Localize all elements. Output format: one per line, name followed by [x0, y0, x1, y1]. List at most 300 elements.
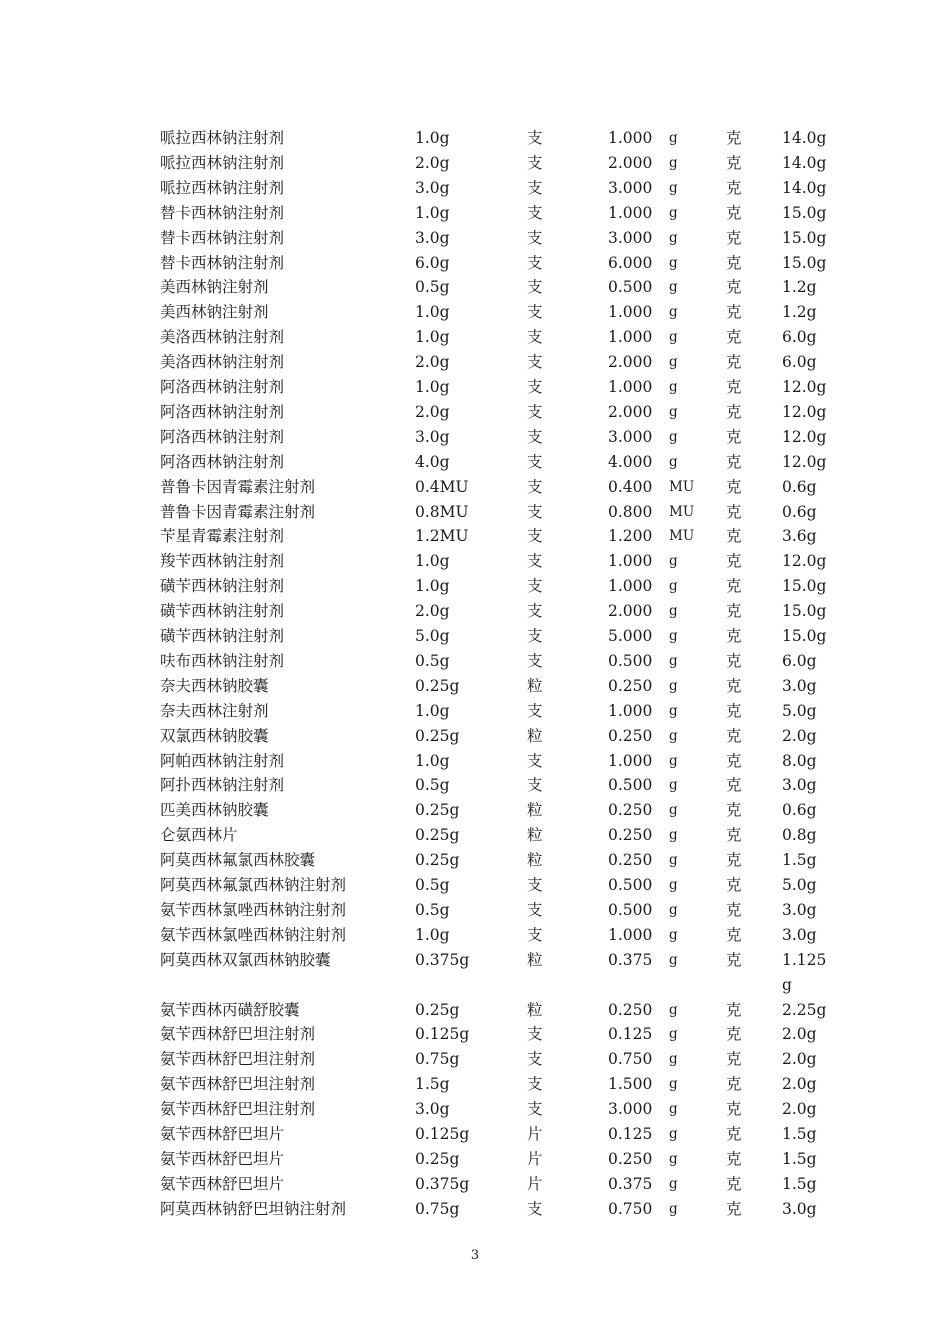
package-unit: 支	[527, 153, 543, 172]
table-row	[0, 524, 950, 549]
drug-name: 阿莫西林氟氯西林钠注射剂	[160, 876, 347, 894]
quantity: 0.750	[608, 1199, 653, 1218]
package-unit: 粒	[527, 1000, 543, 1019]
ddd-value: 1.125g	[782, 950, 827, 994]
drug-spec: 1.5g	[415, 1075, 450, 1094]
ddd-value: 14.0g	[782, 178, 827, 197]
table-row	[0, 948, 950, 994]
drug-name: 阿莫西林钠舒巴坦钠注射剂	[160, 1199, 347, 1218]
quantity: 0.250	[608, 851, 653, 870]
table-row	[0, 300, 950, 325]
page-number: 3	[470, 1248, 480, 1263]
table-row	[0, 674, 950, 699]
ddd-value: 15.0g	[782, 253, 827, 272]
package-unit: 支	[527, 129, 543, 147]
unit-chinese: 克	[726, 353, 742, 372]
drug-name: 氨苄西林舒巴坦片	[160, 1125, 285, 1143]
unit: g	[669, 379, 678, 395]
unit-chinese: 克	[726, 751, 742, 770]
package-unit: 支	[527, 527, 543, 546]
quantity: 1.000	[608, 925, 653, 944]
quantity: 4.000	[608, 452, 653, 471]
drug-spec: 2.0g	[415, 602, 450, 621]
package-unit: 支	[527, 751, 543, 770]
drug-spec: 6.0g	[415, 253, 450, 272]
ddd-value: 3.0g	[782, 776, 817, 795]
table-row	[0, 549, 950, 574]
package-unit: 片	[527, 1149, 543, 1168]
drug-spec: 0.375g	[415, 950, 470, 969]
ddd-value: 0.6g	[782, 801, 817, 820]
package-unit: 支	[527, 1075, 543, 1094]
quantity: 3.000	[608, 427, 653, 446]
ddd-value: 12.0g	[782, 452, 827, 471]
ddd-value: 1.2g	[782, 278, 817, 297]
quantity: 3.000	[608, 1100, 653, 1119]
package-unit: 片	[527, 1125, 543, 1143]
unit-chinese: 克	[726, 925, 742, 944]
package-unit: 支	[527, 378, 543, 396]
ddd-value: 0.8g	[782, 826, 817, 845]
unit: g	[669, 852, 678, 869]
drug-spec: 0.25g	[415, 801, 460, 820]
quantity: 2.000	[608, 402, 653, 421]
quantity: 0.500	[608, 876, 653, 894]
quantity: 0.500	[608, 776, 653, 795]
table-row	[0, 350, 950, 375]
unit-chinese: 克	[726, 1075, 742, 1094]
table-row	[0, 325, 950, 350]
unit: g	[669, 702, 678, 719]
table-row	[0, 275, 950, 300]
package-unit: 支	[527, 203, 543, 222]
quantity: 2.000	[608, 353, 653, 372]
drug-spec: 0.25g	[415, 1000, 460, 1019]
package-unit: 支	[527, 602, 543, 621]
unit-chinese: 克	[726, 1050, 742, 1069]
unit-chinese: 克	[726, 328, 742, 347]
drug-name: 阿洛西林钠注射剂	[160, 452, 285, 471]
package-unit: 支	[527, 776, 543, 795]
package-unit: 粒	[527, 950, 543, 969]
drug-name: 匹美西林钠胶囊	[160, 801, 269, 820]
table-row	[0, 574, 950, 599]
unit-chinese: 克	[726, 178, 742, 197]
ddd-value: 15.0g	[782, 627, 827, 645]
unit: g	[669, 877, 678, 893]
unit-chinese: 克	[726, 851, 742, 870]
ddd-value: 1.5g	[782, 1174, 817, 1193]
drug-name: 美洛西林钠注射剂	[160, 328, 285, 347]
drug-name: 美西林钠注射剂	[160, 303, 269, 322]
unit: g	[669, 951, 678, 968]
package-unit: 支	[527, 577, 543, 596]
quantity: 0.125	[608, 1025, 653, 1044]
unit-chinese: 克	[726, 129, 742, 147]
ddd-value: 3.0g	[782, 676, 817, 695]
drug-name: 仑氨西林片	[160, 826, 238, 845]
drug-name: 哌拉西林钠注射剂	[160, 129, 285, 147]
drug-name: 氨苄西林舒巴坦片	[160, 1174, 285, 1193]
unit-chinese: 克	[726, 1100, 742, 1119]
drug-spec: 0.375g	[415, 1174, 470, 1193]
drug-spec: 3.0g	[415, 427, 450, 446]
table-row	[0, 1172, 950, 1197]
unit: g	[669, 354, 678, 371]
drug-name: 氨苄西林舒巴坦注射剂	[160, 1075, 316, 1094]
unit: MU	[669, 503, 695, 520]
unit-chinese: 克	[726, 627, 742, 645]
ddd-value: 2.0g	[782, 1050, 817, 1069]
unit: g	[669, 154, 678, 171]
drug-spec: 1.0g	[415, 577, 450, 596]
unit: g	[669, 329, 678, 346]
drug-spec: 1.0g	[415, 701, 450, 720]
unit: g	[669, 827, 678, 844]
unit: g	[669, 254, 678, 271]
package-unit: 支	[527, 876, 543, 894]
drug-spec: 0.75g	[415, 1199, 460, 1218]
table-row	[0, 773, 950, 798]
ddd-value: 6.0g	[782, 353, 817, 372]
quantity: 0.800	[608, 502, 653, 521]
unit-chinese: 克	[726, 502, 742, 521]
ddd-value: 5.0g	[782, 701, 817, 720]
drug-spec: 1.2MU	[415, 527, 469, 546]
package-unit: 支	[527, 328, 543, 347]
unit-chinese: 克	[726, 527, 742, 546]
unit: MU	[669, 478, 695, 495]
table-row	[0, 724, 950, 749]
ddd-value: 2.0g	[782, 726, 817, 745]
drug-spec: 1.0g	[415, 925, 450, 944]
unit: g	[669, 1001, 678, 1018]
unit-chinese: 克	[726, 278, 742, 297]
quantity: 1.000	[608, 552, 653, 571]
quantity: 0.250	[608, 1000, 653, 1019]
table-row	[0, 1022, 950, 1047]
quantity: 0.500	[608, 900, 653, 919]
unit-chinese: 克	[726, 303, 742, 322]
package-unit: 粒	[527, 726, 543, 745]
table-row	[0, 749, 950, 774]
drug-name: 普鲁卡因青霉素注射剂	[160, 477, 316, 496]
ddd-value: 5.0g	[782, 876, 817, 894]
ddd-value: 1.5g	[782, 1125, 817, 1143]
quantity: 0.375	[608, 950, 653, 969]
unit-chinese: 克	[726, 876, 742, 894]
drug-name: 氨苄西林舒巴坦注射剂	[160, 1100, 316, 1119]
drug-spec: 0.5g	[415, 876, 450, 894]
unit: g	[669, 603, 678, 620]
ddd-value: 15.0g	[782, 577, 827, 596]
unit: g	[669, 802, 678, 819]
drug-spec: 0.125g	[415, 1025, 470, 1044]
package-unit: 支	[527, 1050, 543, 1069]
package-unit: 支	[527, 228, 543, 247]
ddd-value: 3.0g	[782, 925, 817, 944]
drug-name: 替卡西林钠注射剂	[160, 228, 285, 247]
table-row	[0, 151, 950, 176]
table-row	[0, 475, 950, 500]
package-unit: 片	[527, 1174, 543, 1193]
ddd-value: 15.0g	[782, 602, 827, 621]
ddd-value: 2.0g	[782, 1025, 817, 1044]
unit: g	[669, 628, 678, 644]
unit: MU	[669, 528, 695, 545]
quantity: 1.000	[608, 129, 653, 147]
unit-chinese: 克	[726, 826, 742, 845]
table-row	[0, 1047, 950, 1072]
unit-chinese: 克	[726, 900, 742, 919]
drug-name: 磺苄西林钠注射剂	[160, 627, 285, 645]
drug-spec: 5.0g	[415, 627, 450, 645]
package-unit: 支	[527, 1100, 543, 1119]
ddd-value: 2.0g	[782, 1100, 817, 1119]
drug-name: 替卡西林钠注射剂	[160, 203, 285, 222]
unit-chinese: 克	[726, 1149, 742, 1168]
drug-name: 哌拉西林钠注射剂	[160, 178, 285, 197]
ddd-value: 6.0g	[782, 651, 817, 670]
drug-spec: 4.0g	[415, 452, 450, 471]
quantity: 0.750	[608, 1050, 653, 1069]
ddd-value: 12.0g	[782, 552, 827, 571]
drug-spec: 1.0g	[415, 328, 450, 347]
ddd-value: 12.0g	[782, 402, 827, 421]
table-row	[0, 1072, 950, 1097]
package-unit: 粒	[527, 826, 543, 845]
unit: g	[669, 1026, 678, 1043]
ddd-value: 14.0g	[782, 129, 827, 147]
unit: g	[669, 901, 678, 918]
ddd-value: 8.0g	[782, 751, 817, 770]
quantity: 0.375	[608, 1174, 653, 1193]
table-row	[0, 1097, 950, 1122]
drug-name: 氨苄西林氯唑西林钠注射剂	[160, 925, 347, 944]
unit-chinese: 克	[726, 1199, 742, 1218]
table-row	[0, 923, 950, 948]
drug-spec: 0.25g	[415, 726, 460, 745]
drug-name: 阿洛西林钠注射剂	[160, 427, 285, 446]
table-row	[0, 699, 950, 724]
drug-spec: 0.8MU	[415, 502, 469, 521]
package-unit: 粒	[527, 676, 543, 695]
quantity: 0.250	[608, 1149, 653, 1168]
unit: g	[669, 130, 678, 146]
drug-spec: 1.0g	[415, 552, 450, 571]
drug-name: 阿莫西林双氯西林钠胶囊	[160, 950, 331, 969]
table-row	[0, 425, 950, 450]
drug-name: 呋布西林钠注射剂	[160, 651, 285, 670]
package-unit: 支	[527, 900, 543, 919]
table-row	[0, 375, 950, 400]
drug-name: 氨苄西林丙磺舒胶囊	[160, 1000, 300, 1019]
package-unit: 支	[527, 452, 543, 471]
unit: g	[669, 677, 678, 694]
ddd-value: 15.0g	[782, 203, 827, 222]
table-row	[0, 998, 950, 1023]
quantity: 0.400	[608, 477, 653, 496]
drug-spec: 0.25g	[415, 1149, 460, 1168]
quantity: 0.250	[608, 801, 653, 820]
unit-chinese: 克	[726, 651, 742, 670]
package-unit: 支	[527, 178, 543, 197]
table-row	[0, 624, 950, 649]
ddd-value: 0.6g	[782, 502, 817, 521]
unit: g	[669, 1175, 678, 1192]
drug-spec: 1.0g	[415, 751, 450, 770]
drug-name: 奈夫西林钠胶囊	[160, 676, 269, 695]
quantity: 2.000	[608, 602, 653, 621]
quantity: 5.000	[608, 627, 653, 645]
unit-chinese: 克	[726, 1125, 742, 1143]
drug-spec: 1.0g	[415, 129, 450, 147]
unit: g	[669, 304, 678, 321]
drug-name: 美西林钠注射剂	[160, 278, 269, 297]
unit: g	[669, 777, 678, 794]
unit: g	[669, 578, 678, 595]
unit: g	[669, 752, 678, 769]
quantity: 1.000	[608, 701, 653, 720]
drug-name: 阿洛西林钠注射剂	[160, 378, 285, 396]
unit: g	[669, 279, 678, 296]
table-row	[0, 1197, 950, 1222]
unit-chinese: 克	[726, 776, 742, 795]
package-unit: 支	[527, 701, 543, 720]
unit-chinese: 克	[726, 1025, 742, 1044]
drug-spec: 3.0g	[415, 178, 450, 197]
package-unit: 支	[527, 1025, 543, 1044]
drug-spec: 0.5g	[415, 776, 450, 795]
ddd-value: 3.6g	[782, 527, 817, 546]
table-row	[0, 226, 950, 251]
table-row	[0, 126, 950, 151]
quantity: 0.125	[608, 1125, 653, 1143]
unit: g	[669, 727, 678, 744]
drug-name: 哌拉西林钠注射剂	[160, 153, 285, 172]
drug-spec: 1.0g	[415, 203, 450, 222]
drug-spec: 3.0g	[415, 228, 450, 247]
package-unit: 支	[527, 502, 543, 521]
ddd-value: 0.6g	[782, 477, 817, 496]
drug-name: 羧苄西林钠注射剂	[160, 552, 285, 571]
unit: g	[669, 553, 678, 570]
drug-spec: 2.0g	[415, 353, 450, 372]
drug-name: 美洛西林钠注射剂	[160, 353, 285, 372]
unit-chinese: 克	[726, 1000, 742, 1019]
unit: g	[669, 428, 678, 445]
quantity: 1.000	[608, 303, 653, 322]
drug-name: 苄星青霉素注射剂	[160, 527, 285, 546]
unit-chinese: 克	[726, 577, 742, 596]
table-row	[0, 1147, 950, 1172]
drug-name: 阿莫西林氟氯西林胶囊	[160, 851, 316, 870]
quantity: 0.500	[608, 278, 653, 297]
unit-chinese: 克	[726, 477, 742, 496]
drug-name: 磺苄西林钠注射剂	[160, 577, 285, 596]
drug-name: 阿洛西林钠注射剂	[160, 402, 285, 421]
package-unit: 支	[527, 253, 543, 272]
quantity: 0.250	[608, 676, 653, 695]
quantity: 3.000	[608, 228, 653, 247]
unit: g	[669, 1076, 678, 1093]
drug-name: 阿扑西林钠注射剂	[160, 776, 285, 795]
unit: g	[669, 403, 678, 420]
unit-chinese: 克	[726, 701, 742, 720]
drug-spec: 0.4MU	[415, 477, 469, 496]
unit-chinese: 克	[726, 427, 742, 446]
ddd-value: 1.5g	[782, 851, 817, 870]
ddd-value: 2.25g	[782, 1000, 827, 1019]
table-row	[0, 201, 950, 226]
drug-spec: 0.5g	[415, 651, 450, 670]
quantity: 3.000	[608, 178, 653, 197]
ddd-value: 12.0g	[782, 378, 827, 396]
unit-chinese: 克	[726, 203, 742, 222]
quantity: 1.200	[608, 527, 653, 546]
table-row	[0, 251, 950, 276]
unit-chinese: 克	[726, 676, 742, 695]
drug-spec: 0.5g	[415, 900, 450, 919]
drug-spec: 0.5g	[415, 278, 450, 297]
quantity: 1.000	[608, 751, 653, 770]
table-row	[0, 400, 950, 425]
ddd-value: 1.5g	[782, 1149, 817, 1168]
table-row	[0, 1122, 950, 1147]
unit: g	[669, 926, 678, 943]
package-unit: 支	[527, 402, 543, 421]
package-unit: 支	[527, 925, 543, 944]
table-row	[0, 450, 950, 475]
quantity: 1.000	[608, 577, 653, 596]
unit-chinese: 克	[726, 552, 742, 571]
package-unit: 支	[527, 1199, 543, 1218]
drug-name: 氨苄西林舒巴坦片	[160, 1149, 285, 1168]
drug-name: 替卡西林钠注射剂	[160, 253, 285, 272]
drug-spec: 2.0g	[415, 153, 450, 172]
unit-chinese: 克	[726, 253, 742, 272]
package-unit: 支	[527, 427, 543, 446]
package-unit: 粒	[527, 851, 543, 870]
package-unit: 支	[527, 552, 543, 571]
package-unit: 支	[527, 651, 543, 670]
unit: g	[669, 1150, 678, 1167]
drug-name: 氨苄西林氯唑西林钠注射剂	[160, 900, 347, 919]
table-row	[0, 500, 950, 525]
ddd-value: 14.0g	[782, 153, 827, 172]
table-row	[0, 599, 950, 624]
table-row	[0, 798, 950, 823]
quantity: 0.500	[608, 651, 653, 670]
package-unit: 支	[527, 303, 543, 322]
drug-name: 普鲁卡因青霉素注射剂	[160, 502, 316, 521]
ddd-value: 12.0g	[782, 427, 827, 446]
quantity: 1.000	[608, 328, 653, 347]
quantity: 6.000	[608, 253, 653, 272]
package-unit: 粒	[527, 801, 543, 820]
package-unit: 支	[527, 278, 543, 297]
drug-spec: 0.75g	[415, 1050, 460, 1069]
unit: g	[669, 179, 678, 196]
drug-name: 氨苄西林舒巴坦注射剂	[160, 1050, 316, 1069]
ddd-value: 1.2g	[782, 303, 817, 322]
quantity: 1.500	[608, 1075, 653, 1094]
drug-spec: 0.25g	[415, 851, 460, 870]
ddd-value: 15.0g	[782, 228, 827, 247]
drug-spec: 3.0g	[415, 1100, 450, 1119]
drug-name: 奈夫西林注射剂	[160, 701, 269, 720]
table-row	[0, 873, 950, 898]
